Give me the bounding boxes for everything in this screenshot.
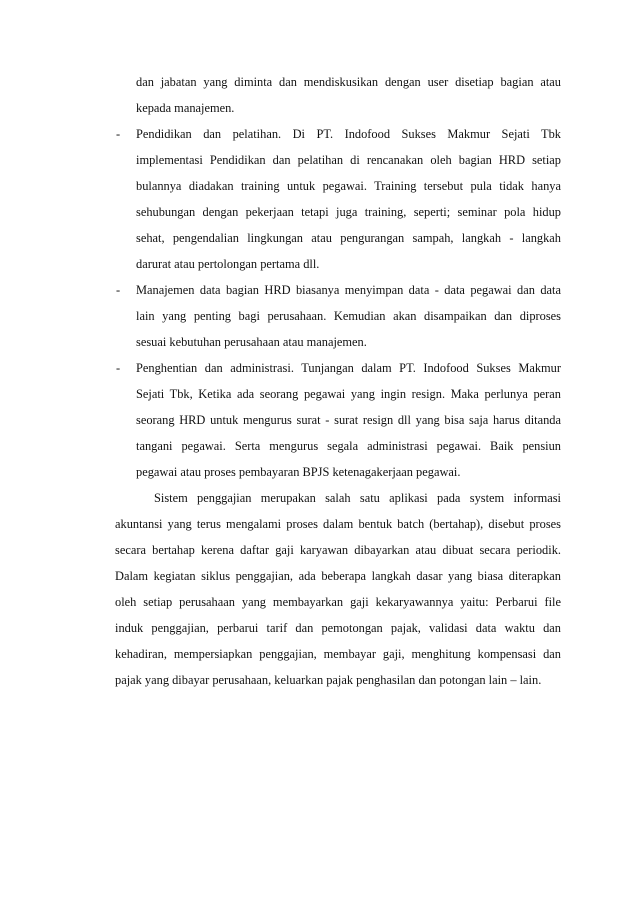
text-line: lain yang penting bagi perusahaan. Kemudian akan disampaikan dan diproses	[136, 309, 561, 323]
text-line: akuntansi yang terus mengalami proses dalam bentuk batch (bertahap), disebut proses	[115, 517, 561, 531]
text-line: darurat atau pertolongan pertama dll.	[136, 257, 320, 271]
text-line: pegawai atau proses pembayaran BPJS ketenagakerjaan pegawai.	[136, 465, 461, 479]
text-line: sehat, pengendalian lingkungan atau pengurangan sampah, langkah - langkah	[136, 231, 561, 245]
text-line: pajak yang dibayar perusahaan, keluarkan pajak penghasilan dan potongan lain – lain.	[115, 673, 542, 687]
text-line: secara bertahap kerena daftar gaji karyawan dibayarkan atau dibuat secara periodik.	[115, 543, 561, 557]
bullet-item-manajemen-data	[115, 277, 561, 355]
document-body	[115, 69, 561, 693]
text-line: tangani pegawai. Serta mengurus segala administrasi pegawai. Baik pensiun	[136, 439, 561, 453]
bullet-marker: -	[116, 283, 121, 297]
text-line: sehubungan dengan pekerjaan tetapi juga training, seperti; seminar pola hidup	[136, 205, 561, 219]
text-line: Manajemen data bagian HRD biasanya menyimpan data - data pegawai dan data	[136, 283, 561, 297]
text-line: Sejati Tbk, Ketika ada seorang pegawai yang ingin resign. Maka perlunya peran	[136, 387, 561, 401]
bullet-item-penghentian	[115, 355, 561, 485]
continuation-text	[115, 69, 561, 121]
text-line: bulannya diadakan training untuk pegawai. Training tersebut pula tidak hanya	[136, 179, 561, 193]
text-line: Dalam kegiatan siklus penggajian, ada beberapa langkah dasar yang biasa diterapkan	[115, 569, 561, 583]
text-line: Pendidikan dan pelatihan. Di PT. Indofood Sukses Makmur Sejati Tbk	[136, 127, 561, 141]
text-line: Penghentian dan administrasi. Tunjangan dalam PT. Indofood Sukses Makmur	[136, 361, 561, 375]
text-line: implementasi Pendidikan dan pelatihan di rencanakan oleh bagian HRD setiap	[136, 153, 561, 167]
text-line: seorang HRD untuk mengurus surat - surat resign dll yang bisa saja harus ditanda	[136, 413, 561, 427]
text-line: induk penggajian, perbarui tarif dan pemotongan pajak, validasi data waktu dan	[115, 621, 561, 635]
paragraph-sistem-penggajian	[115, 485, 561, 693]
bullet-marker: -	[116, 361, 121, 375]
bullet-item-pendidikan	[115, 121, 561, 277]
text-line: kepada manajemen.	[136, 101, 235, 115]
bullet-marker: -	[116, 127, 121, 141]
text-line: sesuai kebutuhan perusahaan atau manajemen.	[136, 335, 367, 349]
text-line: oleh setiap perusahaan yang membayarkan gaji kekaryawannya yaitu: Perbarui file	[115, 595, 561, 609]
text-line: dan jabatan yang diminta dan mendiskusikan dengan user disetiap bagian atau	[136, 75, 561, 89]
text-line: Sistem penggajian merupakan salah satu aplikasi pada system informasi	[154, 491, 561, 505]
text-line: kehadiran, mempersiapkan penggajian, membayar gaji, menghitung kompensasi dan	[115, 647, 561, 661]
